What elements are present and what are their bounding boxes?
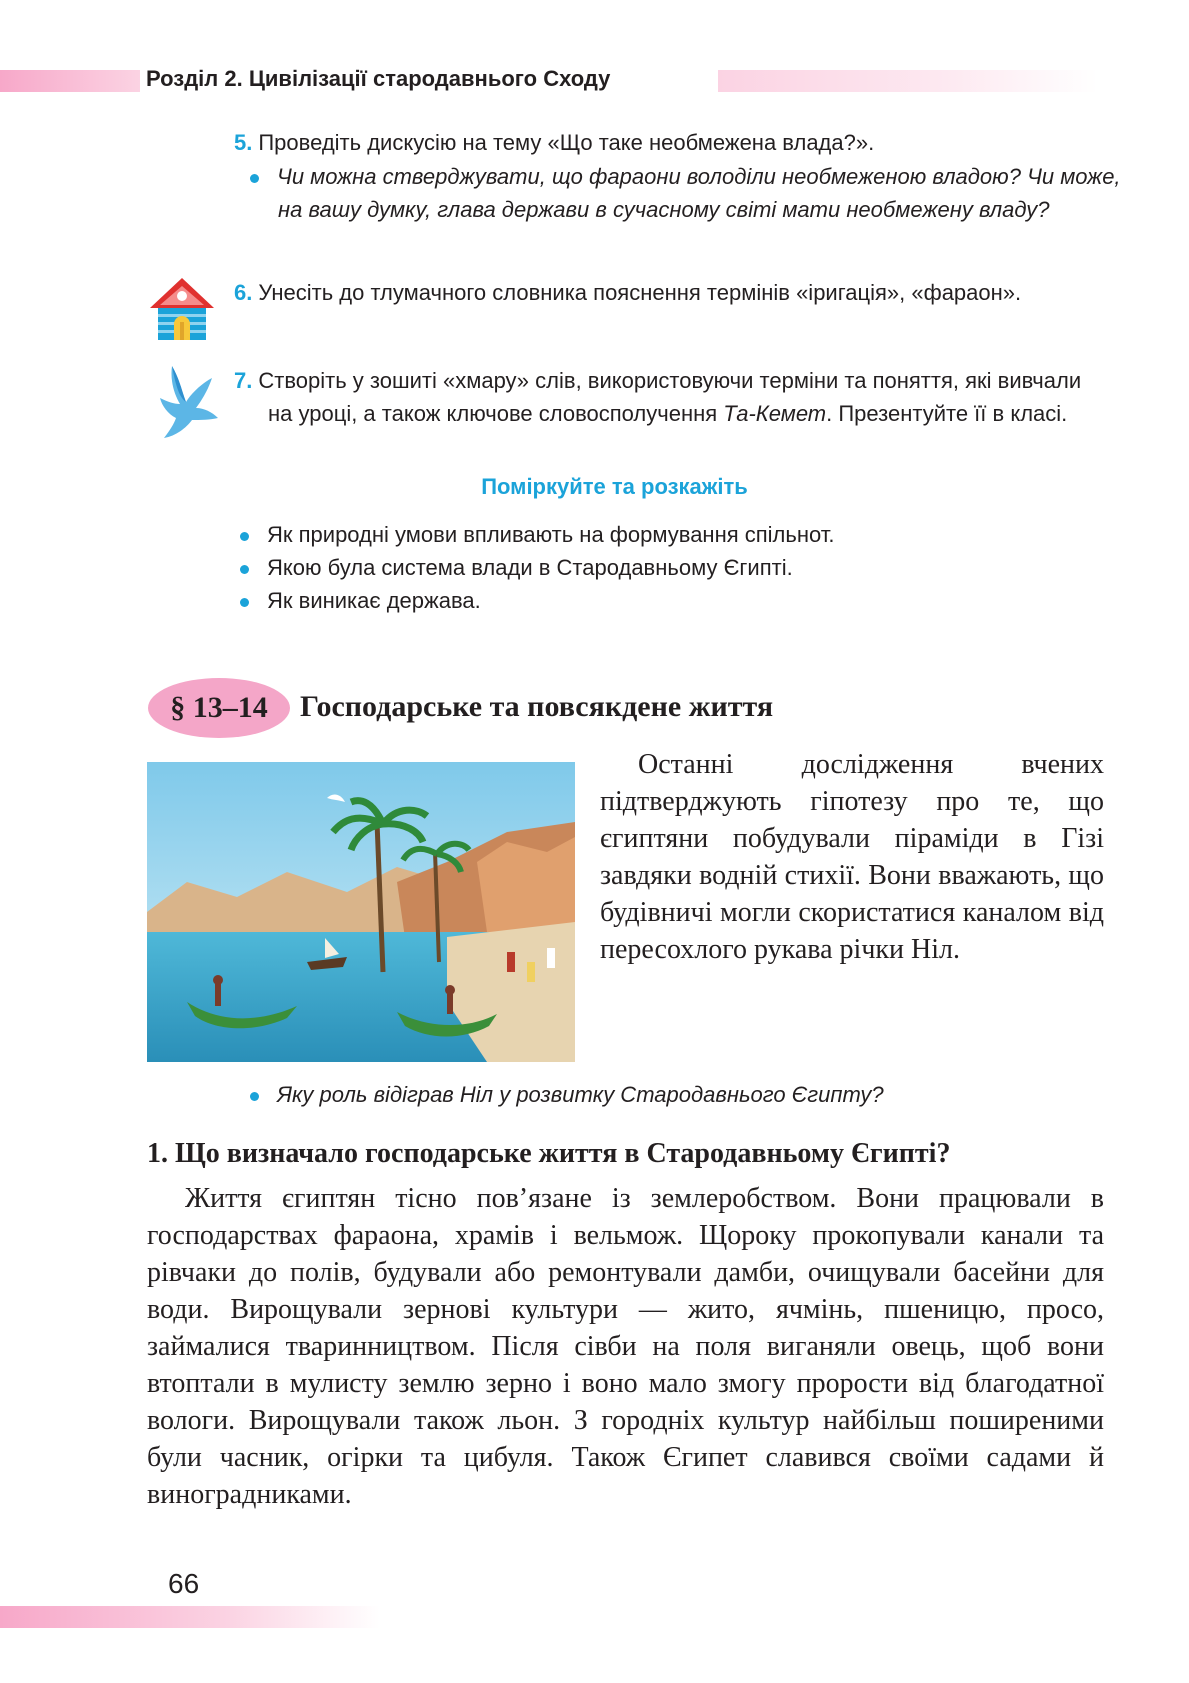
dove-icon — [152, 362, 228, 442]
task-7 — [234, 364, 1104, 430]
header-band-left — [0, 70, 140, 92]
footer-band — [0, 1606, 380, 1628]
task-number: 6. — [234, 280, 253, 305]
figure-question-text: Яку роль відіграв Ніл у розвитку Стародавнього Єгипту? — [277, 1082, 884, 1107]
body-text: Життя єгиптян тісно пов’язане із землеробством. Вони працювали в господарствах фараона, храмів і вельмож. Щороку прокопували канали та рівчаки до полів, будували або ремонтували дамби, очищували басейни для води. Вирощували зернові культури — жито, ячмінь, пшеницю, просо, займалися тваринництвом. Після сівби на поля виганяли овець, щоб вони втоптали в мулисту землю зерно і воно мало змогу прорости від благодатної вологи. Вирощували також льон. З городніх культур найбільш поширеними були часник, огірки та цибуля. Також Єгипет славився своїми садами й виноградниками. — [147, 1183, 1104, 1510]
list-item — [240, 518, 835, 551]
task-term: Та-Кемет — [723, 401, 827, 426]
task-text-end: . Презентуйте її в класі. — [826, 401, 1068, 426]
nile-illustration — [147, 762, 575, 1062]
section-title: Господарське та повсякдене життя — [300, 690, 774, 723]
task-6 — [234, 276, 1104, 309]
header-band-right — [718, 70, 1098, 92]
list-item-text: Як природні умови впливають на формування спільнот. — [267, 522, 835, 547]
task-text: Унесіть до тлумачного словника пояснення термінів «іригація», «фараон». — [258, 280, 1022, 305]
task-text: Проведіть дискусію на тему «Що таке необмежена влада?». — [258, 130, 875, 155]
think-list — [240, 518, 835, 617]
list-item-text: Якою була система влади в Стародавньому Єгипті. — [267, 555, 793, 580]
section-intro — [600, 746, 1104, 968]
question-heading: 1. Що визначало господарське життя в Стародавньому Єгипті? — [147, 1138, 951, 1169]
task-number: 7. — [234, 368, 253, 393]
chapter-title: Розділ 2. Цивілізації стародавнього Сходу — [146, 66, 611, 91]
bullet-dot — [250, 174, 259, 183]
task-text: Створіть у зошиті «хмару» слів, використовуючи терміни та поняття, які вивчали на уроці, а також ключове словосполучення — [258, 368, 1082, 426]
list-item-text: Як виникає держава. — [267, 588, 481, 613]
list-item — [240, 584, 835, 617]
house-icon — [148, 274, 216, 344]
bullet-dot — [250, 1092, 259, 1101]
bullet-dot — [240, 532, 249, 541]
bullet-dot — [240, 598, 249, 607]
task-number: 5. — [234, 130, 253, 155]
bullet-dot — [240, 565, 249, 574]
page-number: 66 — [168, 1568, 200, 1599]
task-5-question — [250, 160, 1140, 226]
think-heading: Поміркуйте та розкажіть — [481, 474, 748, 499]
body-paragraph — [147, 1180, 1104, 1513]
task-5 — [234, 126, 1104, 159]
figure-question — [250, 1082, 884, 1108]
list-item — [240, 551, 835, 584]
question-text: Чи можна стверджувати, що фараони володіли необмеженою владою? Чи може, на вашу думку, глава держави в сучасному світі мати необмежену владу? — [277, 164, 1121, 222]
section-badge: § 13–14 — [148, 678, 290, 738]
intro-text: Останні дослідження вчених підтверджують гіпотезу про те, що єгиптяни побудували піраміди в Гізі завдяки водній стихії. Вони вважають, що будівничі могли скористатися каналом від пересохлого рукава річки Ніл. — [600, 749, 1104, 965]
